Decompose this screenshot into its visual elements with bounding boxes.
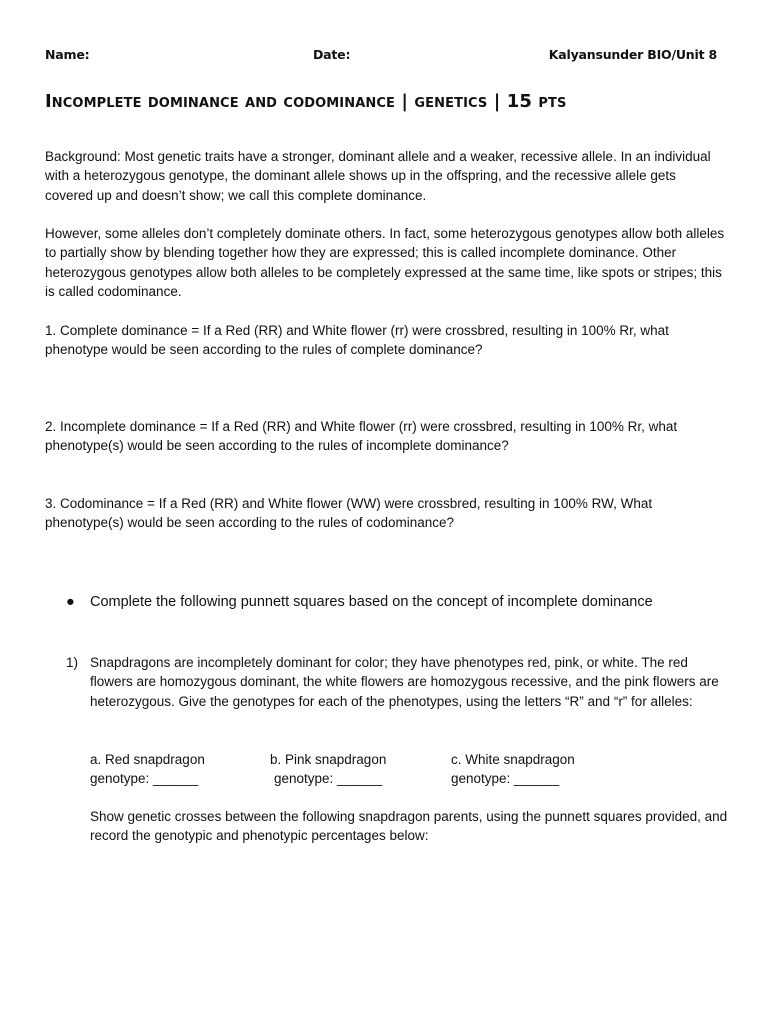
question-2: 2. Incomplete dominance = If a Red (RR) and White flower (rr) were crossbred, resulting in 100% Rr, what phenotype(s) would be seen according to the rules of incomplete dominance?: [45, 419, 678, 454]
choice-b-label: b. Pink snapdragon: [270, 752, 387, 767]
choice-white-snapdragon: [451, 750, 575, 789]
show-crosses-instruction: Show genetic crosses between the following snapdragon parents, using the punnett squares provided, and record the genotypic and phenotypic percentages below:: [90, 809, 728, 844]
however-paragraph: However, some alleles don’t completely dominate others. In fact, some heterozygous genotypes allow both alleles to partially show by blending together how they are expressed; this is called incomplete dominance. Other heterozygous genotypes allow both alleles to be completely expressed at the same time, like spots or stripes; this is called codominance.: [45, 226, 725, 300]
item-1-text: Snapdragons are incompletely dominant for color; they have phenotypes red, pink, or white. The red flowers are homozygous dominant, the white flowers are homozygous recessive, and the pink flowers are heterozygous. Give the genotypes for each of the phenotypes, using the letters “R” and “r” for alleles:: [90, 655, 719, 709]
bullet-text: Complete the following punnett squares based on the concept of incomplete dominance: [90, 594, 653, 610]
choice-c-genotype: genotype: ______: [451, 771, 560, 787]
choice-pink-snapdragon: [270, 750, 386, 789]
choice-b-genotype: genotype: ______: [274, 771, 383, 787]
choice-a-label: a. Red snapdragon: [90, 752, 205, 767]
bullet-dot-icon: ●: [66, 594, 75, 610]
date-label: Date:: [313, 47, 351, 62]
choice-c-label: c. White snapdragon: [451, 752, 575, 767]
name-label: Name:: [45, 47, 90, 62]
choice-a-genotype: genotype: ______: [90, 771, 199, 787]
choice-red-snapdragon: [90, 750, 205, 789]
course-label: Kalyansunder BIO/Unit 8: [548, 47, 717, 62]
item-1-number: 1): [66, 655, 79, 670]
question-3: 3. Codominance = If a Red (RR) and White flower (WW) were crossbred, resulting in 100% RW, What phenotype(s) would be seen according to the rules of codominance?: [45, 496, 653, 531]
background-paragraph: Background: Most genetic traits have a stronger, dominant allele and a weaker, recessive allele. In an individual with a heterozygous genotype, the dominant allele shows up in the offspring, and the recessive allele gets covered up and doesn’t show; we call this complete dominance.: [45, 149, 711, 203]
question-1: 1. Complete dominance = If a Red (RR) and White flower (rr) were crossbred, resulting in 100% Rr, what phenotype would be seen according to the rules of complete dominance?: [45, 323, 669, 358]
page-title: Incomplete dominance and codominance | genetics | 15 pts: [45, 91, 567, 112]
header-row: [45, 47, 717, 67]
